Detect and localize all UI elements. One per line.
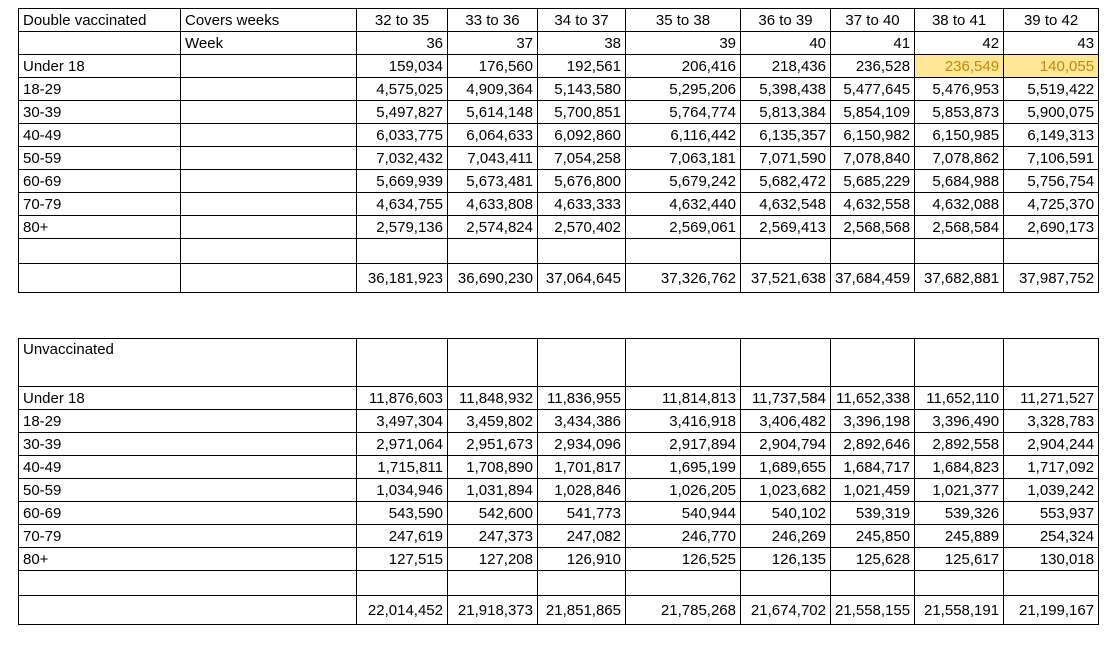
empty-cell[interactable] [181,55,357,78]
data-cell[interactable]: 4,632,558 [831,193,915,216]
data-cell[interactable]: 1,028,846 [538,479,626,502]
total-cell[interactable]: 21,918,373 [448,596,538,625]
data-cell[interactable]: 126,910 [538,548,626,571]
data-cell[interactable]: 4,634,755 [357,193,448,216]
data-cell[interactable]: 11,737,584 [741,387,831,410]
data-cell[interactable]: 176,560 [448,55,538,78]
row-label[interactable]: 60-69 [19,170,181,193]
empty-cell[interactable] [741,339,831,387]
data-cell[interactable]: 2,971,064 [357,433,448,456]
data-cell[interactable]: 3,328,783 [1004,410,1099,433]
data-cell[interactable]: 1,715,811 [357,456,448,479]
covers-weeks-header[interactable]: 37 to 40 [831,9,915,32]
data-cell[interactable]: 245,889 [915,525,1004,548]
empty-cell[interactable] [1004,339,1099,387]
data-cell[interactable]: 6,150,982 [831,124,915,147]
spacer-cell[interactable] [448,239,538,264]
data-cell[interactable]: 3,434,386 [538,410,626,433]
data-row [19,410,1099,433]
unvaccinated-table [18,338,1099,625]
empty-cell[interactable] [448,339,538,387]
data-cell[interactable]: 247,373 [448,525,538,548]
data-cell[interactable]: 2,892,558 [915,433,1004,456]
data-cell[interactable]: 1,684,717 [831,456,915,479]
week-label[interactable]: Week [181,32,357,55]
data-cell[interactable]: 2,569,061 [626,216,741,239]
data-cell[interactable]: 3,497,304 [357,410,448,433]
data-cell[interactable]: 3,459,802 [448,410,538,433]
empty-cell[interactable] [831,339,915,387]
data-cell[interactable]: 246,770 [626,525,741,548]
data-cell[interactable]: 5,143,580 [538,78,626,101]
data-cell[interactable]: 2,904,794 [741,433,831,456]
data-cell[interactable]: 539,326 [915,502,1004,525]
data-cell[interactable]: 5,700,851 [538,101,626,124]
data-row [19,525,1099,548]
data-row [19,101,1099,124]
data-cell[interactable]: 2,690,173 [1004,216,1099,239]
empty-cell[interactable] [538,339,626,387]
data-cell[interactable]: 5,684,988 [915,170,1004,193]
total-cell[interactable]: 37,987,752 [1004,264,1099,293]
covers-weeks-header[interactable]: 35 to 38 [626,9,741,32]
covers-weeks-header[interactable]: 36 to 39 [741,9,831,32]
spacer-cell[interactable] [19,571,357,596]
table-title[interactable]: Unvaccinated [19,339,357,387]
data-cell[interactable]: 1,031,894 [448,479,538,502]
spacer-cell[interactable] [357,239,448,264]
data-cell[interactable]: 11,652,110 [915,387,1004,410]
data-cell[interactable]: 125,628 [831,548,915,571]
data-cell[interactable]: 7,078,840 [831,147,915,170]
row-label[interactable]: Under 18 [19,387,357,410]
empty-cell[interactable] [181,264,357,293]
data-cell[interactable]: 2,892,646 [831,433,915,456]
data-cell[interactable]: 5,853,873 [915,101,1004,124]
data-cell[interactable]: 11,271,527 [1004,387,1099,410]
data-cell[interactable]: 1,708,890 [448,456,538,479]
data-cell[interactable]: 5,679,242 [626,170,741,193]
header-row [19,339,1099,387]
row-label[interactable]: 40-49 [19,456,357,479]
data-cell[interactable]: 192,561 [538,55,626,78]
row-label[interactable]: 40-49 [19,124,181,147]
data-cell[interactable]: 553,937 [1004,502,1099,525]
data-cell[interactable]: 6,135,357 [741,124,831,147]
data-cell[interactable]: 543,590 [357,502,448,525]
covers-weeks-header[interactable]: 39 to 42 [1004,9,1099,32]
covers-weeks-header[interactable]: 33 to 36 [448,9,538,32]
data-row [19,78,1099,101]
data-cell[interactable]: 1,023,682 [741,479,831,502]
spacer-cell[interactable] [915,571,1004,596]
week-number[interactable]: 41 [831,32,915,55]
week-number[interactable]: 42 [915,32,1004,55]
data-cell[interactable]: 540,944 [626,502,741,525]
empty-cell[interactable] [626,339,741,387]
spacer-cell[interactable] [1004,571,1099,596]
empty-cell[interactable] [181,193,357,216]
covers-weeks-header[interactable]: 32 to 35 [357,9,448,32]
data-row [19,147,1099,170]
data-cell[interactable]: 6,149,313 [1004,124,1099,147]
data-cell[interactable]: 2,570,402 [538,216,626,239]
data-cell[interactable]: 7,043,411 [448,147,538,170]
data-cell[interactable]: 2,904,244 [1004,433,1099,456]
data-cell[interactable]: 130,018 [1004,548,1099,571]
data-cell[interactable]: 125,617 [915,548,1004,571]
empty-cell[interactable] [357,339,448,387]
total-cell[interactable]: 37,682,881 [915,264,1004,293]
row-label[interactable]: 18-29 [19,78,181,101]
row-label[interactable]: 18-29 [19,410,357,433]
data-cell[interactable]: 5,813,384 [741,101,831,124]
data-cell[interactable]: 542,600 [448,502,538,525]
data-cell[interactable]: 5,497,827 [357,101,448,124]
data-cell[interactable]: 126,525 [626,548,741,571]
data-cell[interactable]: 541,773 [538,502,626,525]
row-label[interactable]: Under 18 [19,55,181,78]
data-cell[interactable]: 5,764,774 [626,101,741,124]
data-cell[interactable]: 1,701,817 [538,456,626,479]
data-cell[interactable]: 11,836,955 [538,387,626,410]
row-label[interactable]: 50-59 [19,479,357,502]
data-cell[interactable]: 5,519,422 [1004,78,1099,101]
data-cell[interactable]: 6,150,985 [915,124,1004,147]
row-label[interactable]: 80+ [19,548,357,571]
spacer-cell[interactable] [1004,239,1099,264]
row-label[interactable]: 70-79 [19,193,181,216]
empty-cell[interactable] [181,101,357,124]
data-cell[interactable]: 1,039,242 [1004,479,1099,502]
data-cell[interactable]: 5,669,939 [357,170,448,193]
data-cell[interactable]: 6,064,633 [448,124,538,147]
data-cell[interactable]: 5,398,438 [741,78,831,101]
data-cell[interactable]: 1,695,199 [626,456,741,479]
spacer-cell[interactable] [626,571,741,596]
spacer-cell[interactable] [626,239,741,264]
total-cell[interactable]: 21,851,865 [538,596,626,625]
highlighted-cell[interactable]: 140,055 [1004,55,1099,78]
data-cell[interactable]: 540,102 [741,502,831,525]
covers-weeks-header[interactable]: 38 to 41 [915,9,1004,32]
spacer-cell[interactable] [831,239,915,264]
data-row [19,193,1099,216]
data-row [19,502,1099,525]
data-cell[interactable]: 5,900,075 [1004,101,1099,124]
spacer-cell[interactable] [357,571,448,596]
data-cell[interactable]: 6,116,442 [626,124,741,147]
empty-cell[interactable] [19,32,181,55]
data-cell[interactable]: 2,569,413 [741,216,831,239]
covers-weeks-label[interactable]: Covers weeks [181,9,357,32]
data-cell[interactable]: 6,092,860 [538,124,626,147]
data-cell[interactable]: 5,854,109 [831,101,915,124]
header-row [19,9,1099,32]
row-label[interactable]: 60-69 [19,502,357,525]
data-cell[interactable]: 3,396,490 [915,410,1004,433]
week-number[interactable]: 43 [1004,32,1099,55]
data-row [19,55,1099,78]
data-cell[interactable]: 5,676,800 [538,170,626,193]
data-cell[interactable]: 5,614,148 [448,101,538,124]
data-cell[interactable]: 1,717,092 [1004,456,1099,479]
data-cell[interactable]: 4,632,548 [741,193,831,216]
spacer-cell[interactable] [19,239,181,264]
spacer-cell[interactable] [538,571,626,596]
spacer-cell[interactable] [741,571,831,596]
data-cell[interactable]: 206,416 [626,55,741,78]
week-number[interactable]: 39 [626,32,741,55]
data-cell[interactable]: 3,396,198 [831,410,915,433]
data-cell[interactable]: 4,725,370 [1004,193,1099,216]
data-cell[interactable]: 126,135 [741,548,831,571]
data-cell[interactable]: 2,951,673 [448,433,538,456]
row-label[interactable]: 30-39 [19,101,181,124]
data-cell[interactable]: 5,685,229 [831,170,915,193]
week-row [19,32,1099,55]
data-cell[interactable]: 245,850 [831,525,915,548]
spacer-cell[interactable] [741,239,831,264]
data-cell[interactable]: 2,917,894 [626,433,741,456]
data-cell[interactable]: 7,071,590 [741,147,831,170]
row-label[interactable]: 70-79 [19,525,357,548]
data-cell[interactable]: 7,032,432 [357,147,448,170]
data-cell[interactable]: 247,082 [538,525,626,548]
data-cell[interactable]: 2,568,568 [831,216,915,239]
data-row [19,170,1099,193]
data-cell[interactable]: 1,034,946 [357,479,448,502]
spacer-row [19,239,1099,264]
data-cell[interactable]: 4,575,025 [357,78,448,101]
total-cell[interactable]: 21,199,167 [1004,596,1099,625]
totals-row [19,596,1099,625]
spacer-row [19,571,1099,596]
spacer-cell[interactable] [448,571,538,596]
total-cell[interactable]: 21,558,191 [915,596,1004,625]
table-title[interactable]: Double vaccinated [19,9,181,32]
data-cell[interactable]: 2,934,096 [538,433,626,456]
week-number[interactable]: 40 [741,32,831,55]
highlighted-cell[interactable]: 236,549 [915,55,1004,78]
data-cell[interactable]: 1,684,823 [915,456,1004,479]
total-cell[interactable]: 37,684,459 [831,264,915,293]
data-cell[interactable]: 11,876,603 [357,387,448,410]
empty-cell[interactable] [181,216,357,239]
total-cell[interactable]: 36,181,923 [357,264,448,293]
spacer-cell[interactable] [831,571,915,596]
empty-cell[interactable] [915,339,1004,387]
data-cell[interactable]: 1,021,377 [915,479,1004,502]
week-number[interactable]: 38 [538,32,626,55]
empty-cell[interactable] [181,78,357,101]
total-cell[interactable]: 37,326,762 [626,264,741,293]
data-cell[interactable]: 218,436 [741,55,831,78]
data-cell[interactable]: 4,632,088 [915,193,1004,216]
spacer-cell[interactable] [538,239,626,264]
data-cell[interactable]: 5,477,645 [831,78,915,101]
data-cell[interactable]: 247,619 [357,525,448,548]
row-label[interactable]: 50-59 [19,147,181,170]
data-cell[interactable]: 5,682,472 [741,170,831,193]
data-cell[interactable]: 4,909,364 [448,78,538,101]
week-number[interactable]: 36 [357,32,448,55]
total-cell[interactable]: 37,521,638 [741,264,831,293]
data-cell[interactable]: 2,574,824 [448,216,538,239]
data-cell[interactable]: 7,078,862 [915,147,1004,170]
empty-cell[interactable] [19,596,357,625]
data-row [19,216,1099,239]
data-cell[interactable]: 4,632,440 [626,193,741,216]
data-cell[interactable]: 11,814,813 [626,387,741,410]
data-row [19,433,1099,456]
totals-row [19,264,1099,293]
empty-cell[interactable] [181,170,357,193]
data-cell[interactable]: 11,652,338 [831,387,915,410]
data-cell[interactable]: 11,848,932 [448,387,538,410]
data-cell[interactable]: 4,633,808 [448,193,538,216]
data-cell[interactable]: 5,476,953 [915,78,1004,101]
data-row [19,124,1099,147]
data-cell[interactable]: 236,528 [831,55,915,78]
data-cell[interactable]: 5,756,754 [1004,170,1099,193]
data-cell[interactable]: 6,033,775 [357,124,448,147]
data-row [19,387,1099,410]
data-cell[interactable]: 3,406,482 [741,410,831,433]
empty-cell[interactable] [181,124,357,147]
data-cell[interactable]: 3,416,918 [626,410,741,433]
data-cell[interactable]: 254,324 [1004,525,1099,548]
data-cell[interactable]: 5,673,481 [448,170,538,193]
data-cell[interactable]: 246,269 [741,525,831,548]
row-label[interactable]: 30-39 [19,433,357,456]
total-cell[interactable]: 21,558,155 [831,596,915,625]
total-cell[interactable]: 21,674,702 [741,596,831,625]
empty-cell[interactable] [19,264,181,293]
data-cell[interactable]: 1,689,655 [741,456,831,479]
data-row [19,456,1099,479]
data-cell[interactable]: 159,034 [357,55,448,78]
data-row [19,479,1099,502]
row-label[interactable]: 80+ [19,216,181,239]
total-cell[interactable]: 22,014,452 [357,596,448,625]
data-cell[interactable]: 2,579,136 [357,216,448,239]
data-cell[interactable]: 7,054,258 [538,147,626,170]
total-cell[interactable]: 21,785,268 [626,596,741,625]
total-cell[interactable]: 37,064,645 [538,264,626,293]
empty-cell[interactable] [181,147,357,170]
data-cell[interactable]: 1,021,459 [831,479,915,502]
covers-weeks-header[interactable]: 34 to 37 [538,9,626,32]
total-cell[interactable]: 36,690,230 [448,264,538,293]
spacer-cell[interactable] [181,239,357,264]
data-cell[interactable]: 127,208 [448,548,538,571]
data-cell[interactable]: 5,295,206 [626,78,741,101]
double-vaccinated-table [18,8,1099,293]
data-cell[interactable]: 1,026,205 [626,479,741,502]
data-row [19,548,1099,571]
data-cell[interactable]: 4,633,333 [538,193,626,216]
data-cell[interactable]: 127,515 [357,548,448,571]
week-number[interactable]: 37 [448,32,538,55]
spacer-cell[interactable] [915,239,1004,264]
data-cell[interactable]: 7,063,181 [626,147,741,170]
data-cell[interactable]: 2,568,584 [915,216,1004,239]
data-cell[interactable]: 539,319 [831,502,915,525]
data-cell[interactable]: 7,106,591 [1004,147,1099,170]
